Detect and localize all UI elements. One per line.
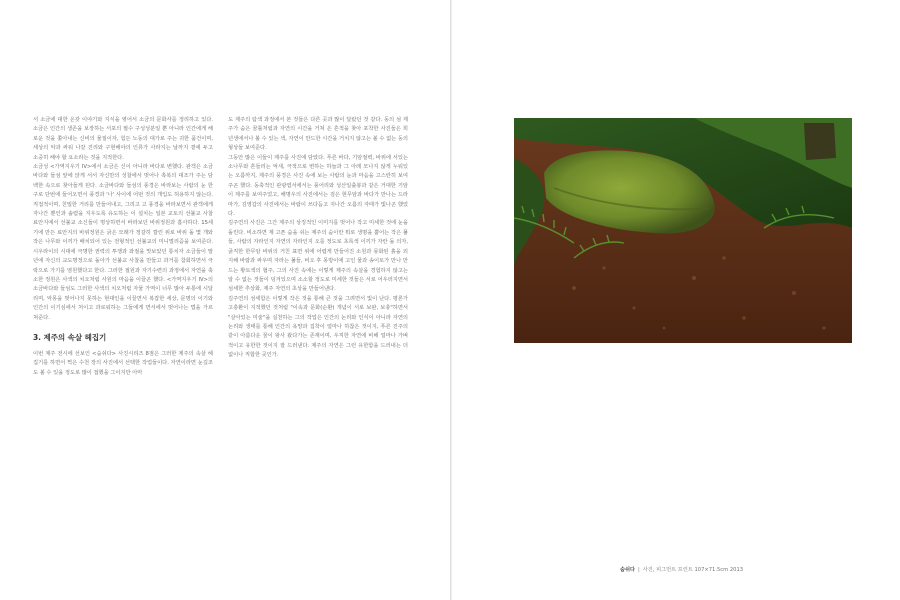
caption-details: 사진, 피그먼트 프린트 107×71.5cm 2013 xyxy=(642,567,744,573)
body-paragraph: 그동안 많은 이들이 제주를 사진에 담았다. 푸른 바다, 기암절벽, 바위에 서있는 소나무와 흔들리는 억새, 극적으로 변하는 하늘과 그 아래 모나지 않게 누워있는 오름까지, 제주의 풍경은 사진 속에 보는 사람의 눈과 마음을 고스란히 보여주곤 했다. 동축적인 관광엽서에서는 풍어리와 성산일출봉과 같은 거대한 기암이 제주를 보여주었고, 해명우의 사진에서는 검은 현무암과 바다가 만나는 드라마가, 김영갑의 사진에서는 바람이 쓰다듬고 지나간 오름의 자태가 빛나곤 했었다. xyxy=(228,154,408,218)
photo-caption xyxy=(620,566,743,574)
body-paragraph: 소금성 <가역지우기 IV>에서 소금은 신이 아니라 바다로 변했다. 관객은 소금바다와 들섬 앞에 앉게 서서 자신만의 성찰에서 벗어나 촉복의 대조가 주는 담백한 속으로 찾아들게 된다. 소금바다와 들섬의 풍경은 바라보는 사람의 눈 한구로 단번에 들어오면서 풍경과 '나' 사이에 어떤 것의 개입도 허용하지 않는다. 직접적이며, 친밀한 거리를 만들어내고, 그리고 고 풍경을 바라보면서 관객에게 자나간 뿐인과 솔렴을 지우도록 유도하는 이 설치는 일본 교토의 선불교 사찰 료안지에서 선불교 소신들이 명상하면서 바라보던 바위정원과 흡사하다. 15세기에 만든 료안지의 바위정원은 굵은 모래가 정갈히 깔린 위로 바위 돌 몇 개와 작은 나무와 이끼가 배치되어 있는 전형적인 선불교의 미니멀리즘을 보여준다. 시우라이의 시대에 극명한 권력의 투쟁과 좌절을 맛보았던 통치자 소금들이 말년에 자신의 교도명정으로 돌아가 선불교 사찰을 만들고 과거를 참회하면서 극락으로 가기를 염원했다고 한다. 그러한 절원과 자기수련의 과정에서 자연을 축소한 정원은 사색의 치오처럼 사원의 마음을 이끌곤 했다. <가역지우기 IV>의 소금바다와 들섬도 그러한 사색의 치오처럼 자물 가역이 너무 많아 두통에 시달리며, 악몽을 벗어나지 못하는 현대인을 이끌면서 복잡한 세상, 문명의 이기와 인간의 이기심에서 처이고 과로워하는 그들에게 면서에서 벗어나는 법을 가르쳐준다. xyxy=(33,164,213,321)
artwork-photo xyxy=(514,118,852,343)
body-paragraph: 김주연의 섬세함은 이렇게 작은 것을 통해 큰 것을 그려면서 빛이 난다. 평론가 고충환이 지적했던 것처럼 "이속과 문화(순환) 개념이 서로 보완, 보충"하면서 "살아있는 미술"을 실천하는 그의 작업은 인간의 논리와 인식이 아니라 자연의 논리와 생태를 통해 인간의 욕망과 집착이 얼마나 하찮은 것이지, 푸른 진주의 같이 아름다운 꿈이 왕사 왔다가는 존재이며, 우직한 자연에 비해 얼마나 가벼적이고 유한한 것이지 잘 드러낸다. 제주의 자연은 그런 유한함을 드러내는 더 없이나 직합한 곳인가. xyxy=(228,295,408,359)
body-paragraph: 도 제주의 탐색 과정에서 본 것들은 다른 곳과 많이 달랐던 것 같다. 동의 섬 제주가 숨은 꿈틀처럼과 자연의 시간을 거쳐 온 흔적을 찾아 포착한 사진들은 희년생에서나 볼 수 있는 색, 자연이 만드한 시간을 거치지 않고는 볼 수 없는 동의 형상들 보여준다. xyxy=(228,117,408,152)
caption-title: 숨쉬다 xyxy=(620,567,636,573)
body-paragraph: 김주연의 사진은 그간 제주의 상징적인 이미지를 벗어나 작고 미세한 것에 눈을 돌린다. 비소하면 제 고픈 숨을 쉬는 제주의 숨이란 뭐로 생명을 뿜어는 작은 풀들, 사람의 자라인지 자연의 자라인지 오를 정도로 초록색 이끼가 자란 돌 의자, 굵직한 한무암 바위의 거친 표면 위에 어렵게 만들어진 소원과 몽화된 흙을 외지해 바람과 싸우며 자라는 풀들, 비오 후 몽방이에 고인 물과 송이토가 만나 만드는 황토색의 협주, 그의 사진 속에는 이렇게 제주의 속살을 경험하지 않고는 알 수 없는 것들이 딩겨있으며 소소할 정도로 미세한 것들은 서로 어우러지면서 섬세한 추상화, 제주 자연의 초상을 만들어낸다. xyxy=(228,220,408,293)
caption-separator: | xyxy=(638,567,640,573)
body-paragraph: 서 소금에 대한 온갖 이야기와 지식을 엮어서 소금의 문화사를 정리하고 있다. 소금은 인간의 생존을 보장하는 서포의 필수 구성성분일 뿐 아니라 인간에게 해로운 것을 쫓아내는 신비의 물질이자, 힘든 노동의 대가로 주는 귀한 품건이며, 세상의 악과 싸워 나갈 진리와 구현해야의 인류가 사라지는 날까지 곁에 두고 소중히 해야 할 요소라는 것을 지적한다. xyxy=(33,117,213,161)
text-column-2 xyxy=(228,116,408,361)
section-heading: 3. 제주의 속살 헤집기 xyxy=(33,332,107,342)
moss-stone-ferns-photo xyxy=(514,118,852,343)
right-page xyxy=(452,0,900,600)
text-column-1 xyxy=(33,116,213,378)
body-paragraph: 이번 제주 전시에 선보인 <숨쉬다> 사진시리즈 8점은 그러한 제주의 속살 헤집기를 하면서 찍은 수천 장의 사진에서 선택한 작업들이다. 자연이라면 눈길조도 볼 수 있을 정도로 많이 접했을 그이지만 아마 xyxy=(33,350,213,376)
